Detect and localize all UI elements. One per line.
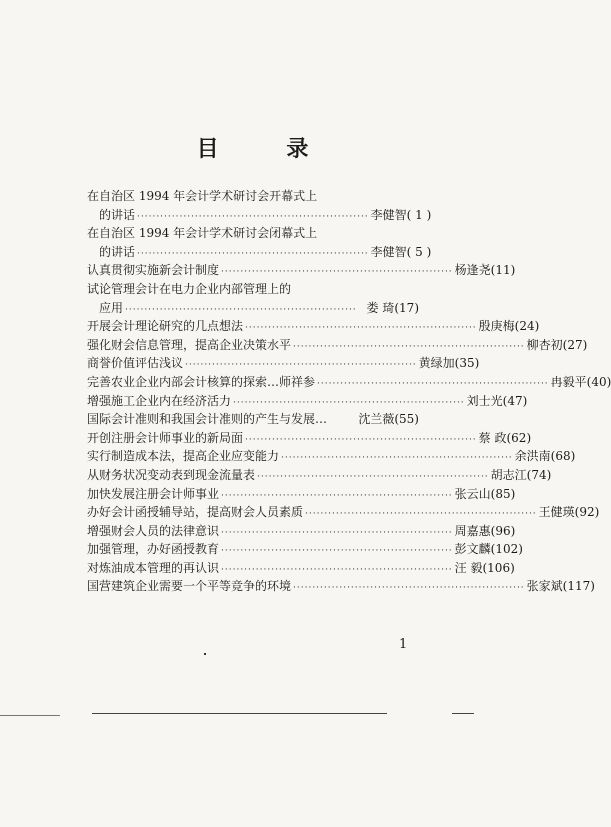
toc-author-page: 李健智( 5 ) (370, 244, 432, 259)
leader-dots: ···························································· (257, 471, 489, 482)
toc-line (87, 429, 532, 448)
toc-title: 对炼油成本管理的再认识 (87, 560, 220, 575)
toc-author-page: 余洪南(68) (514, 449, 576, 464)
leader-dots: ···························································· (305, 509, 537, 520)
toc-entry (87, 447, 576, 466)
toc-entry (87, 410, 419, 429)
toc-line (87, 485, 516, 504)
toc-title: 完善农业企业内部会计核算的探索…师祥参 (87, 374, 316, 389)
leader-dots: ···························································· (293, 341, 525, 352)
toc-line (87, 224, 419, 243)
toc-entry (87, 577, 595, 596)
toc-author-page: 黄绿加(35) (418, 356, 480, 371)
toc-author-page: 李健智( 1 ) (370, 207, 432, 222)
toc-entry (87, 466, 552, 485)
leader-dots: ···························································· (221, 490, 453, 501)
toc-author-page: 周嘉惠(96) (454, 523, 516, 538)
toc-title: 国际会计准则和我国会计准则的产生与发展… (87, 412, 328, 427)
toc-title: 增强施工企业内在经济活力 (87, 393, 232, 408)
bottom-rule (0, 715, 60, 716)
leader-dots: ···························································· (221, 267, 453, 278)
toc-title: 认真贯彻实施新会计制度 (87, 263, 220, 278)
toc-line (87, 559, 515, 578)
toc-entry (87, 354, 480, 373)
toc-author-page: 张家斌(117) (526, 579, 595, 594)
toc-title: 办好会计函授辅导站，提高财会人员素质 (87, 505, 304, 520)
toc-entry (87, 373, 611, 392)
toc-entry (87, 187, 432, 224)
leader-dots: ···························································· (221, 546, 453, 557)
leader-dots: ···························································· (233, 397, 465, 408)
toc-author-page: 娄 琦(17) (366, 300, 419, 315)
toc-author-page: 柳杏初(27) (526, 337, 588, 352)
toc-line (87, 317, 540, 336)
toc-title: 开展会计理论研究的几点想法 (87, 319, 244, 334)
toc-entry (87, 280, 419, 317)
toc-entry (87, 224, 432, 261)
toc-line (87, 261, 516, 280)
bottom-rule (452, 713, 474, 714)
toc-title: 商誉价值评估浅议 (87, 356, 184, 371)
toc-title: 在自治区 1994 年会计学术研讨会闭幕式上 (87, 226, 318, 241)
page-title: 目 录 (196, 137, 339, 162)
leader-dots: ···························································· (245, 323, 477, 334)
toc-entry (87, 503, 600, 522)
toc-author-page: 杨逢尧(11) (454, 263, 516, 278)
toc-author-page: 冉毅平(40) (550, 374, 611, 389)
toc-title: 开创注册会计师事业的新局面 (87, 430, 244, 445)
leader-dots: ···························································· (293, 583, 525, 594)
toc-title: 实行制造成本法，提高企业应变能力 (87, 449, 280, 464)
toc-line (87, 336, 588, 355)
toc-title: 国营建筑企业需要一个平等竞争的环境 (87, 579, 292, 594)
toc-line (87, 206, 432, 225)
leader-dots: ···························································· (137, 248, 369, 259)
toc-line (87, 280, 419, 299)
table-of-contents (87, 187, 611, 596)
toc-author-page: 殷庚梅(24) (478, 319, 540, 334)
toc-title: 增强财会人员的法律意识 (87, 523, 220, 538)
toc-entry (87, 429, 532, 448)
toc-line (87, 466, 552, 485)
toc-line (87, 540, 523, 559)
toc-author-page: 彭文麟(102) (454, 542, 523, 557)
leader-dots: ···························································· (185, 360, 417, 371)
toc-title: 从财务状况变动表到现金流量表 (87, 467, 256, 482)
leader-dots: ···························································· (137, 211, 369, 222)
toc-line (87, 522, 516, 541)
toc-entry (87, 261, 516, 280)
toc-title: 试论管理会计在电力企业内部管理上的 (87, 281, 292, 296)
leader-dots: ···························································· (125, 304, 357, 315)
toc-entry (87, 522, 516, 541)
toc-line (87, 187, 419, 206)
toc-line (87, 354, 480, 373)
toc-entry (87, 336, 588, 355)
toc-author-page: 胡志江(74) (490, 467, 552, 482)
scan-speck (204, 653, 206, 655)
toc-title: 的讲话 (99, 207, 136, 222)
toc-author-page: 蔡 政(62) (478, 430, 532, 445)
toc-author-page: 张云山(85) (454, 486, 516, 501)
toc-title: 强化财会信息管理，提高企业决策水平 (87, 337, 292, 352)
toc-line (87, 577, 595, 596)
toc-title: 应用 (99, 300, 124, 315)
toc-line (87, 299, 419, 318)
toc-title: 加快发展注册会计师事业 (87, 486, 220, 501)
toc-author-page: 汪 毅(106) (454, 560, 515, 575)
toc-line (87, 243, 432, 262)
toc-title: 在自治区 1994 年会计学术研讨会开幕式上 (87, 189, 318, 203)
leader-dots: ···························································· (221, 564, 453, 575)
toc-entry (87, 540, 523, 559)
leader-dots: ···························································· (245, 434, 477, 445)
toc-entry (87, 392, 528, 411)
leader-dots: ···························································· (221, 527, 453, 538)
toc-entry (87, 317, 540, 336)
toc-line (87, 410, 419, 429)
leader-dots: ···························································· (281, 453, 513, 464)
toc-title: 的讲话 (99, 244, 136, 259)
toc-entry (87, 559, 515, 578)
toc-line (87, 373, 611, 392)
toc-author-page: 沈兰薇(55) (358, 412, 419, 427)
toc-line (87, 447, 576, 466)
toc-title: 加强管理，办好函授教育 (87, 542, 220, 557)
toc-author-page: 刘士光(47) (466, 393, 528, 408)
bottom-rule (92, 713, 387, 714)
toc-line (87, 503, 600, 522)
toc-entry (87, 485, 516, 504)
leader-dots: ···························································· (317, 378, 549, 389)
toc-author-page: 王健瑛(92) (538, 505, 600, 520)
toc-line (87, 392, 528, 411)
page-number: 1 (399, 637, 408, 652)
